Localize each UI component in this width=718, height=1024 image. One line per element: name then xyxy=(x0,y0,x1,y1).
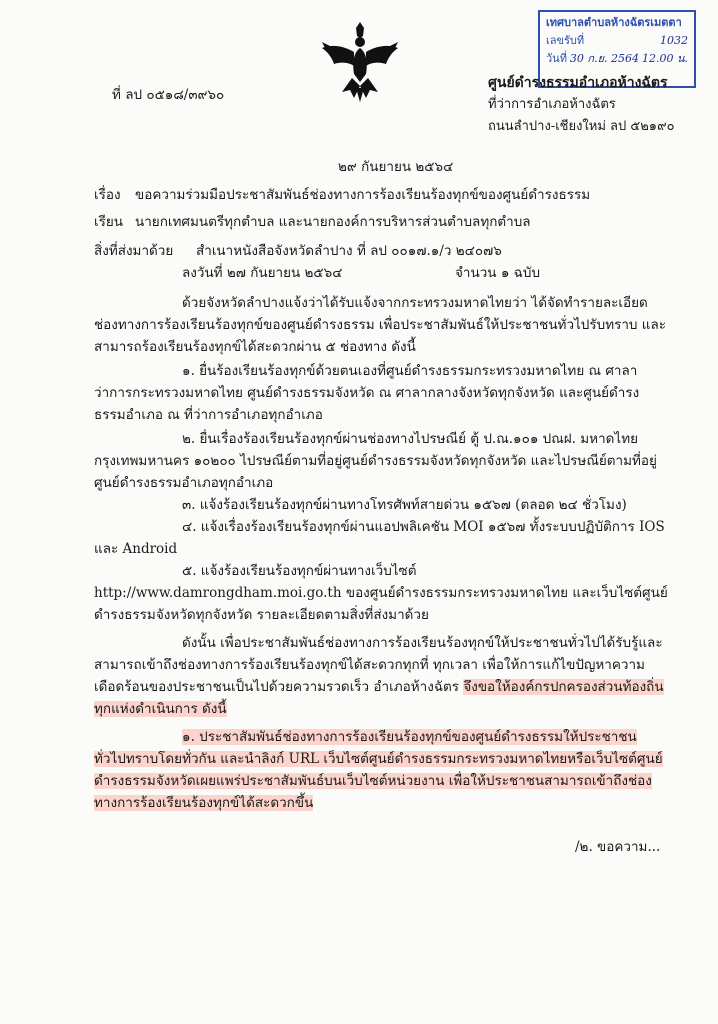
request-paragraph-highlight: จึงขอให้องค์กรปกครองส่วนท้องถิ่นทุกแห่งดำเนินการ ดังนี้ xyxy=(94,679,664,717)
doc-number: ที่ ลป ๐๕๑๘/๓๙๖๐ xyxy=(112,87,225,103)
org-name: ศูนย์ดำรงธรรมอำเภอห้างฉัตร xyxy=(488,75,668,91)
stamp-time-value: 12.00 น. xyxy=(641,52,688,65)
org-address-2: ถนนลำปาง-เชียงใหม่ ลป ๕๒๑๙๐ xyxy=(488,119,675,134)
request-paragraph xyxy=(94,632,668,720)
channel-item-4: ๔. แจ้งเรื่องร้องเรียนร้องทุกข์ผ่านแอปพลิเคชัน MOI ๑๕๖๗ ทั้งระบบปฏิบัติการ IOS และ Android xyxy=(94,519,665,557)
enclosure-date: ลงวันที่ ๒๗ กันยายน ๒๕๖๔ xyxy=(182,265,343,281)
intro-paragraph: ด้วยจังหวัดลำปางแจ้งว่าได้รับแจ้งจากกระทรวงมหาดไทยว่า ได้จัดทำรายละเอียดช่องทางการร้องเรียนร้องทุกข์ของศูนย์ดำรงธรรม เพื่อประชาสัมพันธ์ให้ประชาชนทั่วไปรับทราบ และสามารถร้องเรียนร้องทุกข์ได้สะดวกผ่าน ๕ ช่องทาง ดังนี้ xyxy=(94,295,667,355)
document-date: ๒๙ กันยายน ๒๕๖๔ xyxy=(338,159,454,175)
continue-marker: /๒. ขอความ... xyxy=(575,839,661,855)
to-text: นายกเทศมนตรีทุกตำบล และนายกองค์การบริหารส่วนตำบลทุกตำบล xyxy=(135,214,531,230)
request-item-1 xyxy=(94,726,668,814)
enclosure-label: สิ่งที่ส่งมาด้วย xyxy=(94,243,174,259)
request-item-1-text: ๑. ประชาสัมพันธ์ช่องทางการร้องเรียนร้องทุกข์ของศูนย์ดำรงธรรมให้ประชาชนทั่วไปทราบโดยทั่วกัน และนำลิงก์ URL เว็บไซต์ศูนย์ดำรงธรรมกระทรวงมหาดไทยหรือเว็บไซต์ศูนย์ดำรงธรรมจังหวัดเผยแพร่ประชาสัมพันธ์บนเว็บไซต์หน่วยงาน เพื่อให้ประชาชนสามารถเข้าถึงช่องทางการร้องเรียนร้องทุกข์ได้สะดวกขึ้น xyxy=(94,729,663,811)
to-label: เรียน xyxy=(94,214,124,230)
channel-item-5: ๕. แจ้งร้องเรียนร้องทุกข์ผ่านทางเว็บไซต์ http://www.damrongdham.moi.go.th ของศูนย์ดำรงธรรมกระทรวงมหาดไทย และเว็บไซต์ศูนย์ดำรงธรรมจังหวัดทุกจังหวัด รายละเอียดตามสิ่งที่ส่งมาด้วย xyxy=(94,563,668,623)
subject-label: เรื่อง xyxy=(94,187,121,203)
org-address-block xyxy=(488,72,675,138)
channel-item-2: ๒. ยื่นเรื่องร้องเรียนร้องทุกข์ผ่านช่องทางไปรษณีย์ ตู้ ป.ณ.๑๐๑ ปณฝ. มหาดไทย กรุงเทพมหานคร ๑๐๒๐๐ ไปรษณีย์ตามที่อยู่ศูนย์ดำรงธรรมจังหวัดทุกจังหวัด และไปรษณีย์ตามที่อยู่ศูนย์ดำรงธรรมอำเภอทุกอำเภอ xyxy=(94,431,657,491)
channel-item-1: ๑. ยื่นร้องเรียนร้องทุกข์ด้วยตนเองที่ศูนย์ดำรงธรรมกระทรวงมหาดไทย ณ ศาลาว่าการกระทรวงมหาดไทย ศูนย์ดำรงธรรมจังหวัด ณ ศาลากลางจังหวัดทุกจังหวัด และศูนย์ดำรงธรรมอำเภอ ณ ที่ว่าการอำเภอทุกอำเภอ xyxy=(94,363,640,423)
request-paragraph-text: ดังนั้น เพื่อประชาสัมพันธ์ช่องทางการร้องเรียนร้องทุกข์ให้ประชาชนทั่วไปได้รับรู้และสามารถเข้าถึงช่องทางการร้องเรียนร้องทุกข์ได้สะดวกทุกที่ ทุกเวลา เพื่อให้การแก้ไขปัญหาความเดือดร้อนของประชาชนเป็นไปด้วยความรวดเร็ว อำเภอห้างฉัตร xyxy=(94,635,663,695)
stamp-date-label: วันที่ xyxy=(546,52,567,65)
stamp-date-value: 30 ก.ย. 2564 xyxy=(569,52,640,65)
enclosure-text: สำเนาหนังสือจังหวัดลำปาง ที่ ลป ๐๐๑๗.๑/ว ๒๔๐๗๖ xyxy=(196,243,502,259)
stamp-org: เทศบาลตำบลห้างฉัตรเมตตา xyxy=(546,16,682,29)
subject-text: ขอความร่วมมือประชาสัมพันธ์ช่องทางการร้องเรียนร้องทุกข์ของศูนย์ดำรงธรรม xyxy=(135,187,591,203)
channel-item-3: ๓. แจ้งร้องเรียนร้องทุกข์ผ่านทางโทรศัพท์สายด่วน ๑๕๖๗ (ตลอด ๒๔ ชั่วโมง) xyxy=(182,497,627,513)
garuda-emblem xyxy=(318,18,402,104)
enclosure-count: จำนวน ๑ ฉบับ xyxy=(455,265,541,281)
stamp-recv-value: 1032 xyxy=(660,34,688,47)
stamp-recv-label: เลขรับที่ xyxy=(546,34,585,47)
org-address-1: ที่ว่าการอำเภอห้างฉัตร xyxy=(488,97,616,112)
